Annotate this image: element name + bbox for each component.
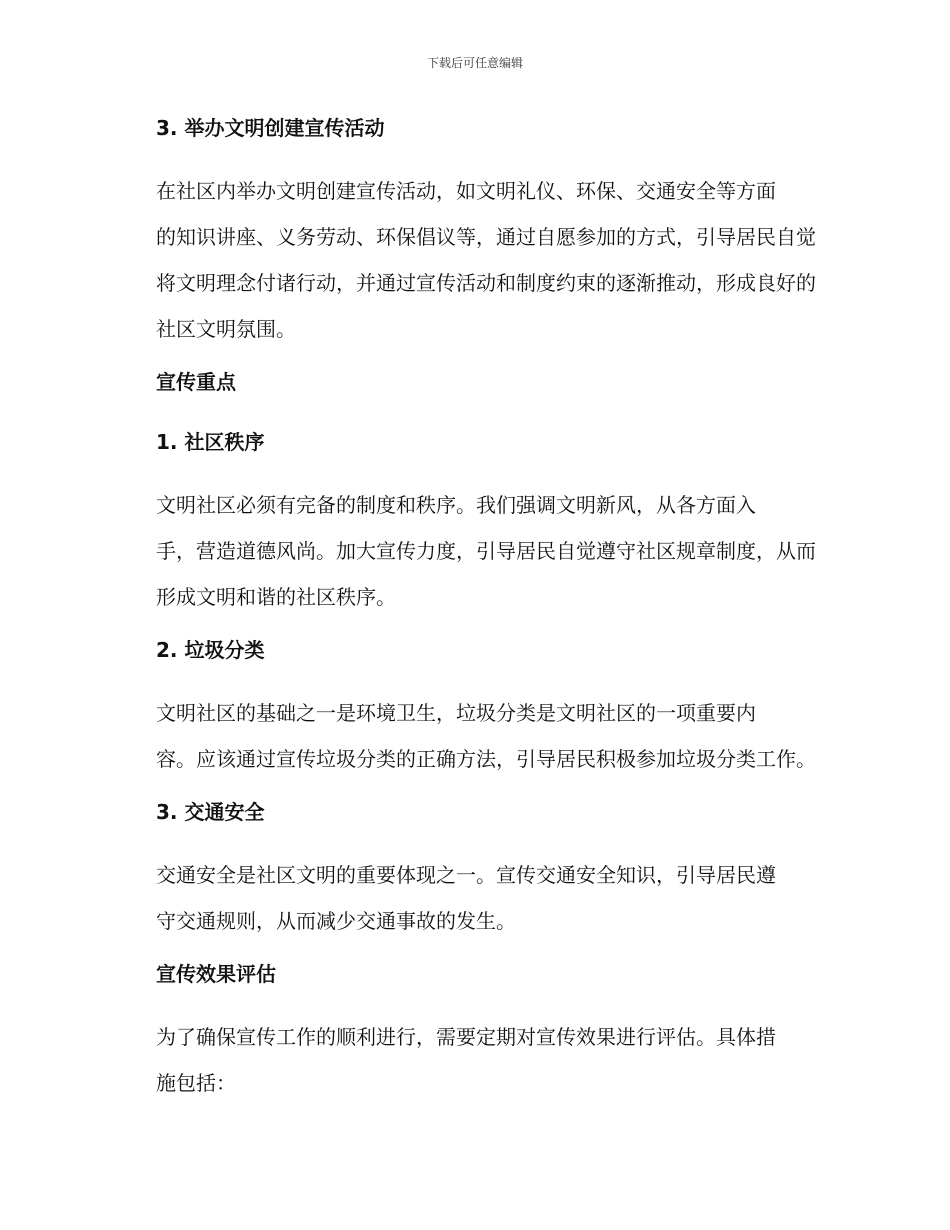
paragraph-line: 将文明理念付诸行动，并通过宣传活动和制度约束的逐渐推动，形成良好的 <box>156 271 816 295</box>
document-body <box>113 108 837 1116</box>
paragraph-line: 的知识讲座、义务劳动、环保倡议等，通过自愿参加的方式，引导居民自觉 <box>156 225 816 249</box>
page-header-note: 下载后可任意编辑 <box>426 56 523 70</box>
paragraph-line: 为了确保宣传工作的顺利进行，需要定期对宣传效果进行评估。具体措 <box>156 1025 776 1049</box>
paragraph-line: 守交通规则，从而减少交通事故的发生。 <box>156 909 516 933</box>
section-heading-focus: 宣传重点 <box>156 370 236 394</box>
paragraph-evaluation <box>113 1014 837 1106</box>
paragraph-line: 容。应该通过宣传垃圾分类的正确方法，引导居民积极参加垃圾分类工作。 <box>156 747 816 771</box>
paragraph-line: 施包括： <box>156 1071 236 1095</box>
paragraph-order <box>113 482 837 620</box>
paragraph-line: 形成文明和谐的社区秩序。 <box>156 585 396 609</box>
paragraph-line: 文明社区的基础之一是环境卫生，垃圾分类是文明社区的一项重要内 <box>156 701 756 725</box>
paragraph-line: 交通安全是社区文明的重要体现之一。宣传交通安全知识，引导居民遵 <box>156 863 776 887</box>
section-heading-order: 1. 社区秩序 <box>156 430 265 454</box>
section-heading-garbage: 2. 垃圾分类 <box>156 638 265 662</box>
paragraph-line: 社区文明氛围。 <box>156 317 296 341</box>
section-heading-evaluation: 宣传效果评估 <box>156 962 276 986</box>
paragraph-line: 文明社区必须有完备的制度和秩序。我们强调文明新风，从各方面入 <box>156 493 756 517</box>
paragraph-traffic <box>113 852 837 944</box>
paragraph-activities <box>113 168 837 352</box>
section-heading-activities: 3. 举办文明创建宣传活动 <box>156 116 385 140</box>
paragraph-line: 手，营造道德风尚。加大宣传力度，引导居民自觉遵守社区规章制度，从而 <box>156 539 816 563</box>
paragraph-garbage <box>113 690 837 782</box>
section-heading-traffic: 3. 交通安全 <box>156 800 265 824</box>
paragraph-line: 在社区内举办文明创建宣传活动，如文明礼仪、环保、交通安全等方面 <box>156 179 776 203</box>
